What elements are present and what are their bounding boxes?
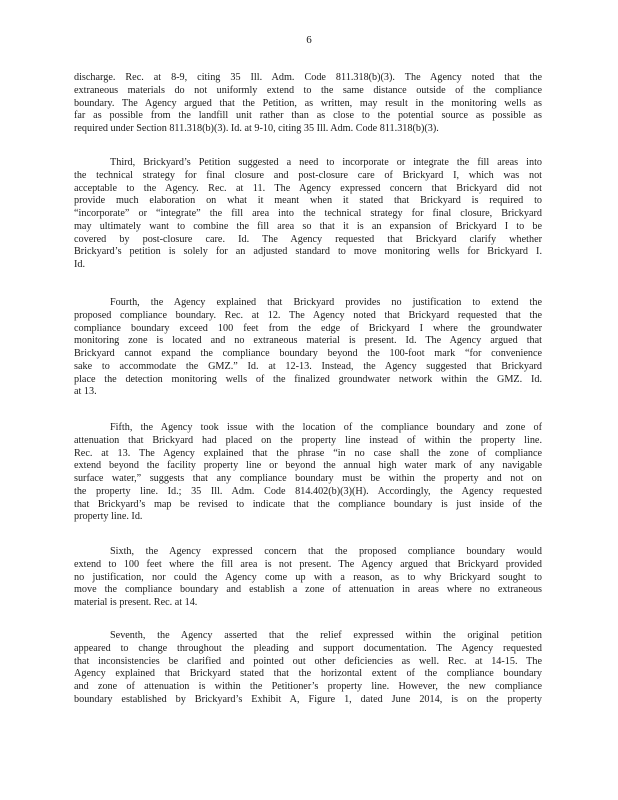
text-line: surface water,” suggests that any compliance boundary must be within the property and not on: [74, 473, 542, 484]
page-number: 6: [306, 34, 312, 46]
text-line: discharge. Rec. at 8-9, citing 35 Ill. Adm. Code 811.318(b)(3). The Agency noted that the: [74, 72, 542, 83]
text-line: the technical strategy for final closure and post-closure care of Brickyard I, which was not: [74, 169, 542, 181]
text-line: Agency explained that Brickyard stated that the horizontal extent of the compliance boundary: [74, 668, 542, 680]
text-line: that inconsistencies be clarified and pointed out other deficiencies as well. Rec. at 14-15. The: [74, 655, 542, 667]
paragraph-sixth: [74, 546, 542, 610]
text-line: extend to 100 feet where the fill area is not present. The Agency argued that Brickyard provided: [74, 558, 542, 570]
text-line: Id.: [74, 259, 86, 270]
paragraph-seventh: [74, 630, 542, 707]
text-line: place the detection monitoring wells of the finalized groundwater network within the GMZ. Id.: [74, 373, 542, 385]
text-line: Rec. at 13. The Agency explained that the phrase “in no case shall the zone of compliance: [74, 447, 542, 459]
text-line: boundary. The Agency argued that the Petition, as written, may result in the monitoring wells as: [74, 97, 542, 109]
text-line: boundary established by Brickyard’s Exhibit A, Figure 1, dated June 2014, is on the property: [74, 693, 542, 705]
text-line: compliance boundary exceed 100 feet from the edge of Brickyard I where the groundwater: [74, 322, 542, 334]
paragraph-third: [74, 157, 542, 272]
text-line: Seventh, the Agency asserted that the relief expressed within the original petition: [110, 630, 542, 641]
paragraph-discharge: [74, 72, 542, 136]
text-line: Brickyard’s petition is solely for an adjusted standard to move monitoring wells for Brickyard I.: [74, 246, 542, 258]
text-line: Fifth, the Agency took issue with the location of the compliance boundary and zone of: [110, 422, 542, 433]
text-line: Sixth, the Agency expressed concern that the proposed compliance boundary would: [110, 546, 542, 557]
text-line: that Brickyard’s map be revised to indicate that the compliance boundary is just inside of the: [74, 498, 542, 510]
text-line: Brickyard cannot expand the compliance boundary beyond the 100-foot mark “for convenience: [74, 348, 542, 359]
paragraph-fifth: [74, 422, 542, 524]
text-line: acceptable to the Agency. Rec. at 11. The Agency expressed concern that Brickyard did not: [74, 182, 542, 194]
text-line: covered by post-closure care. Id. The Agency requested that Brickyard clarify whether: [74, 233, 542, 245]
text-line: move the compliance boundary and establish a zone of attenuation in areas where no extraneous: [74, 584, 542, 596]
text-line: monitoring zone is located and no extraneous material is present. Id. The Agency argued that: [74, 335, 542, 347]
paragraph-fourth: [74, 297, 542, 399]
text-line: property line. Id.: [74, 511, 143, 523]
text-line: material is present. Rec. at 14.: [74, 597, 198, 608]
text-line: may ultimately want to combine the fill area so that it is an expansion of Brickyard I to be: [74, 220, 542, 232]
text-line: “incorporate” or “integrate” the fill area into the technical strategy for final closure, Brickyard: [74, 208, 542, 219]
text-line: proposed compliance boundary. Rec. at 12. The Agency noted that Brickyard requested that the: [74, 309, 542, 321]
text-line: required under Section 811.318(b)(3). Id. at 9-10, citing 35 Ill. Adm. Code 811.318(b)(3).: [74, 123, 439, 134]
text-line: appeared to change throughout the pleading and support documentation. The Agency requested: [74, 642, 542, 654]
text-line: attenuation that Brickyard had placed on the property line instead of within the property line.: [74, 434, 542, 446]
text-line: the property line. Id.; 35 Ill. Adm. Code 814.402(b)(3)(H). Accordingly, the Agency requested: [74, 485, 542, 497]
text-line: extraneous materials do not uniformly extend to the same distance outside of the compliance: [74, 84, 542, 96]
text-line: Fourth, the Agency explained that Brickyard provides no justification to extend the: [110, 297, 542, 308]
text-line: far as possible from the landfill unit rather than as close to the potential source as possible as: [74, 110, 542, 122]
text-line: provide much elaboration on what it meant when it stated that Brickyard is required to: [74, 195, 542, 207]
text-line: sake to accommodate the GMZ.” Id. at 12-13. Instead, the Agency suggested that Brickyard: [74, 360, 542, 372]
text-line: extend beyond the facility property line or beyond the annual high water mark of any navigable: [74, 460, 542, 472]
text-line: Third, Brickyard’s Petition suggested a need to incorporate or integrate the fill areas into: [110, 157, 542, 168]
text-line: at 13.: [74, 386, 97, 398]
text-line: and zone of attenuation is within the Petitioner’s property line. However, the new compliance: [74, 681, 542, 692]
text-line: no justification, nor could the Agency come up with a reason, as to why Brickyard sought to: [74, 571, 542, 583]
